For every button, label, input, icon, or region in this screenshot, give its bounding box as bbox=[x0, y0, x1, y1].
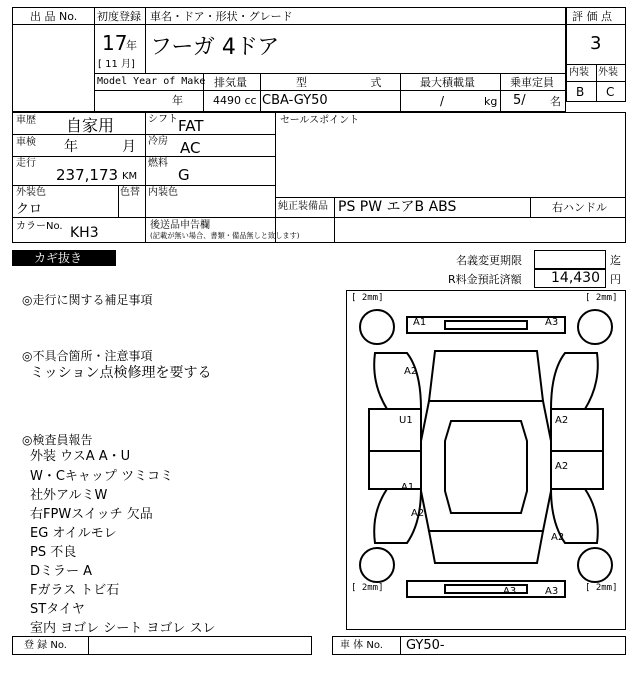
wheel-rear-left bbox=[360, 548, 394, 582]
inspector-line: PS 不良 bbox=[30, 545, 77, 560]
divider bbox=[260, 73, 261, 112]
exterior-grade: C bbox=[606, 85, 615, 99]
divider bbox=[12, 134, 275, 135]
mark-quarter-left: A2 bbox=[411, 508, 425, 519]
score-label: 評 価 点 bbox=[572, 10, 612, 23]
divider bbox=[400, 636, 401, 655]
divider bbox=[530, 197, 531, 217]
chassis-no: GY50- bbox=[406, 638, 445, 653]
divider bbox=[145, 112, 146, 243]
trunk bbox=[429, 531, 543, 563]
color-change-label: 色替 bbox=[120, 187, 140, 198]
divider bbox=[94, 73, 566, 74]
color-code: KH3 bbox=[70, 225, 99, 241]
wheel-front-left bbox=[360, 310, 394, 344]
year-unit: 年 bbox=[126, 39, 137, 52]
exterior-label: 外装 bbox=[598, 67, 618, 78]
mileage-unit: KM bbox=[122, 171, 138, 182]
divider bbox=[12, 24, 94, 25]
mark-rear-bumper-center: A3 bbox=[503, 586, 517, 597]
first-reg-month: [ 11 月] bbox=[98, 59, 135, 70]
sales-points-label: セールスポイント bbox=[280, 115, 360, 126]
tread-rear-left: [ 2mm] bbox=[351, 583, 384, 593]
capacity-label: 乗車定員 bbox=[510, 76, 554, 89]
key-removed-badge: カギ抜き bbox=[12, 250, 116, 266]
shift-label: シフト bbox=[148, 114, 178, 125]
fuel-label: 燃料 bbox=[148, 158, 168, 169]
divider bbox=[94, 90, 566, 91]
model-year-unit: 年 bbox=[172, 94, 183, 107]
deadline-suffix: 迄 bbox=[610, 254, 621, 267]
inspector-line: Dミラー A bbox=[30, 564, 93, 579]
shift: FAT bbox=[178, 117, 204, 135]
inspector-heading: ◎検査員報告 bbox=[22, 433, 93, 447]
mark-quarter-right: A2 bbox=[551, 532, 565, 543]
car-outline bbox=[347, 291, 625, 629]
defect-heading: ◎不具合箇所・注意事項 bbox=[22, 349, 153, 363]
model-code: CBA-GY50 bbox=[262, 93, 328, 108]
model-label: 型 式 bbox=[296, 76, 382, 89]
capacity-unit: 名 bbox=[550, 95, 561, 108]
hood bbox=[429, 351, 543, 401]
history-label: 車歴 bbox=[16, 115, 36, 126]
inspector-line: 室内 ヨゴレ シート ヨゴレ スレ bbox=[30, 621, 216, 636]
divider bbox=[12, 185, 275, 186]
inspection-year: 年 bbox=[64, 139, 78, 155]
car-name-label: 車名・ドア・形状・グレード bbox=[150, 10, 293, 23]
interior-label: 内装 bbox=[569, 67, 589, 78]
ac: AC bbox=[180, 139, 201, 157]
score: 3 bbox=[590, 33, 602, 54]
recycle-unit: 円 bbox=[610, 273, 621, 286]
max-load-unit: kg bbox=[484, 95, 498, 108]
ac-label: 冷房 bbox=[148, 136, 168, 147]
deadline-label: 名義変更期限 bbox=[456, 254, 522, 267]
reg-no-label: 登 録 No. bbox=[24, 640, 67, 651]
divider bbox=[12, 156, 275, 157]
recycle-label: R料金預託済額 bbox=[448, 273, 522, 286]
inspector-line: 右FPWスイッチ 欠品 bbox=[30, 507, 153, 522]
inspection-label: 車検 bbox=[16, 137, 36, 148]
steering: 右ハンドル bbox=[552, 201, 607, 214]
defect-line: ミッション点検修理を要する bbox=[30, 365, 212, 381]
inspector-line: 社外アルミW bbox=[30, 488, 108, 503]
rear-bumper bbox=[407, 581, 565, 597]
fuel: G bbox=[178, 166, 190, 184]
first-reg-year: 17 bbox=[102, 31, 128, 55]
roof bbox=[445, 421, 527, 513]
front-grille bbox=[445, 321, 527, 329]
mark-front-bumper-right: A3 bbox=[545, 317, 559, 328]
model-year-label: Model Year of Make bbox=[97, 76, 206, 87]
tread-rear-right: [ 2mm] bbox=[585, 583, 618, 593]
interior-grade: B bbox=[576, 85, 585, 99]
inspector-line: Fガラス トビ石 bbox=[30, 583, 120, 598]
door-front-left bbox=[369, 409, 421, 451]
divider bbox=[88, 636, 89, 655]
tread-front-left: [ 2mm] bbox=[351, 293, 384, 303]
lot-label: 出 品 No. bbox=[30, 10, 78, 23]
fender-front-left bbox=[374, 353, 421, 409]
divider bbox=[334, 197, 335, 243]
divider bbox=[566, 24, 626, 25]
mileage-label: 走行 bbox=[16, 158, 36, 169]
first-reg-label: 初度登録 bbox=[97, 10, 141, 23]
mark-door-front-left: U1 bbox=[399, 415, 413, 426]
aftermarket-label: 後送品申告欄 bbox=[150, 220, 210, 231]
divider bbox=[94, 24, 566, 25]
max-load: / bbox=[440, 94, 445, 108]
divider bbox=[275, 197, 626, 198]
ext-color-label: 外装色 bbox=[16, 187, 46, 198]
ext-color: クロ bbox=[16, 202, 43, 217]
inspector-line: W・Cキャップ ツミコミ bbox=[30, 469, 174, 484]
divider bbox=[94, 7, 95, 112]
capacity: 5/ bbox=[513, 93, 526, 108]
fender-front-right bbox=[551, 353, 598, 409]
damage-diagram bbox=[346, 290, 626, 630]
divider bbox=[596, 64, 597, 102]
int-color-label: 内装色 bbox=[148, 187, 178, 198]
wheel-front-right bbox=[578, 310, 612, 344]
max-load-label: 最大積載量 bbox=[420, 76, 475, 89]
tread-front-right: [ 2mm] bbox=[585, 293, 618, 303]
divider bbox=[275, 112, 276, 243]
mileage: 237,173 bbox=[56, 166, 119, 184]
inspector-line: 外装 ウスA A・U bbox=[30, 449, 131, 464]
mark-rear-bumper-right: A3 bbox=[545, 586, 559, 597]
chassis-label: 車 体 No. bbox=[340, 640, 383, 651]
mark-door-rear-right: A2 bbox=[555, 461, 569, 472]
mark-front-bumper-left: A1 bbox=[413, 317, 427, 328]
deadline-field bbox=[534, 250, 606, 269]
equipment: PS PW エアB ABS bbox=[338, 199, 457, 215]
front-bumper bbox=[407, 317, 565, 333]
mark-sill-left: A1 bbox=[401, 482, 415, 493]
divider bbox=[400, 73, 401, 112]
inspector-line: STタイヤ bbox=[30, 602, 85, 617]
equipment-label: 純正装備品 bbox=[278, 201, 328, 212]
history: 自家用 bbox=[66, 116, 115, 135]
mark-door-front-right: A2 bbox=[555, 415, 569, 426]
divider bbox=[12, 217, 626, 218]
wheel-rear-right bbox=[578, 548, 612, 582]
driving-heading: ◎走行に関する補足事項 bbox=[22, 293, 153, 307]
divider bbox=[118, 185, 119, 217]
recycle-amount: 14,430 bbox=[551, 270, 600, 286]
displacement: 4490 cc bbox=[213, 94, 257, 107]
car-name: フーガ 4ドア bbox=[150, 35, 280, 60]
inspection-month: 月 bbox=[122, 139, 136, 155]
aftermarket-note: (記載が無い場合、書類・備品無しと致します) bbox=[150, 232, 300, 241]
divider bbox=[500, 73, 501, 112]
color-code-label: カラーNo. bbox=[16, 221, 63, 232]
divider bbox=[145, 7, 146, 73]
displacement-label: 排気量 bbox=[214, 76, 247, 89]
inspector-line: EG オイルモレ bbox=[30, 526, 117, 541]
mark-fender-left: A2 bbox=[404, 366, 418, 377]
